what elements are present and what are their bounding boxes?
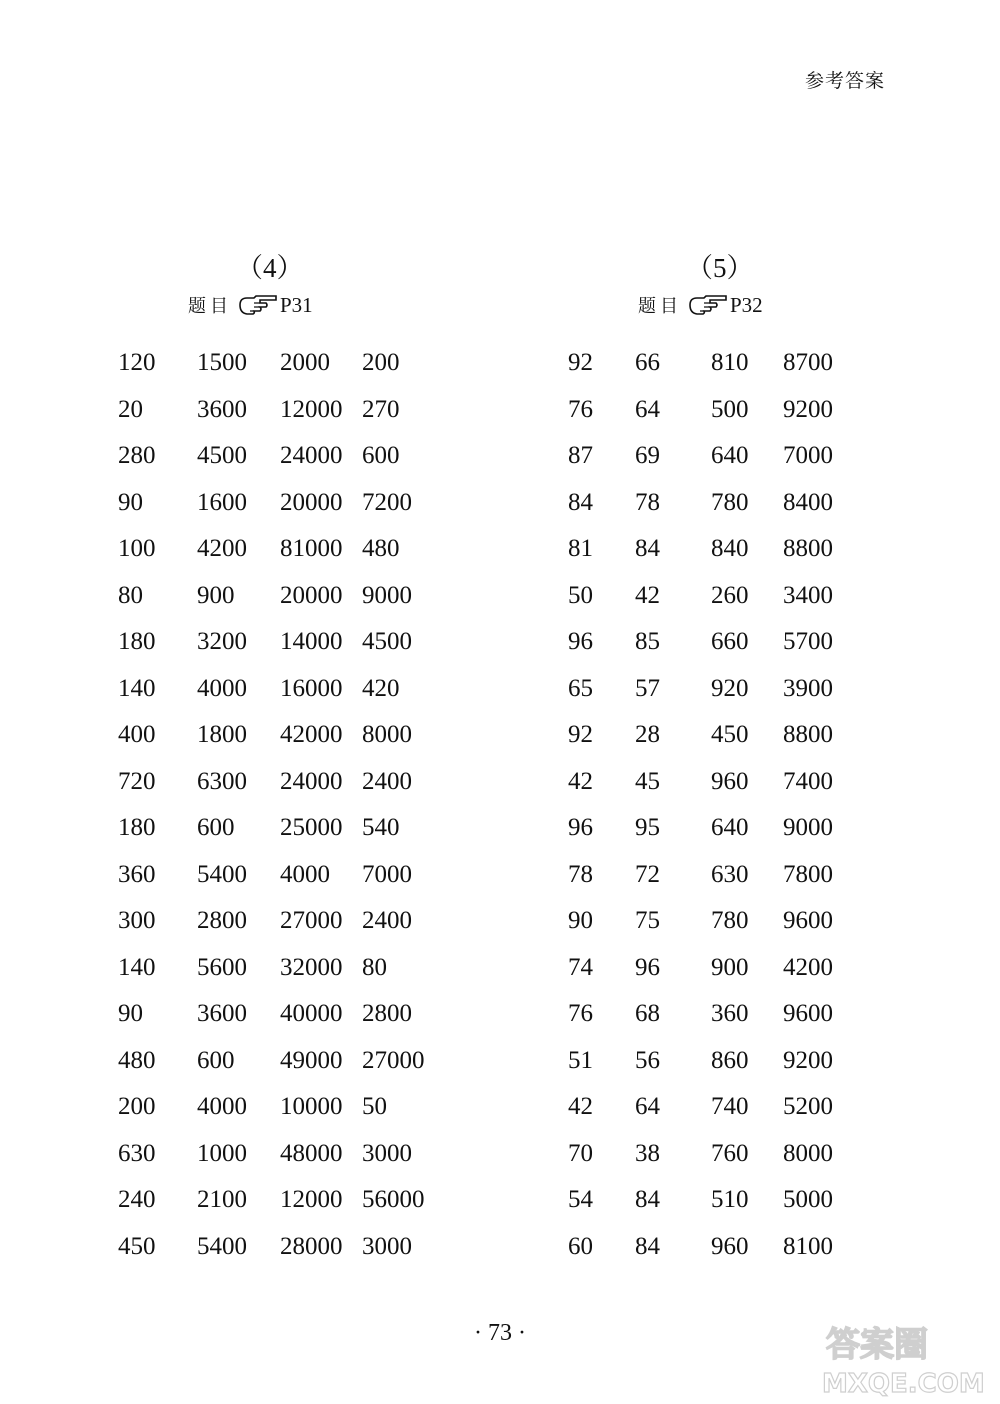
- answer-row: [568, 619, 863, 666]
- answer-row: [568, 1224, 863, 1271]
- answer-cell: 630: [118, 1139, 156, 1167]
- page-number: · 73 ·: [474, 1320, 526, 1346]
- answer-row: [118, 619, 442, 666]
- answer-cell: 84: [635, 1186, 660, 1214]
- answer-cell: 54: [568, 1186, 593, 1214]
- answer-cell: 2000: [280, 349, 330, 377]
- answer-cell: 600: [197, 814, 235, 842]
- answer-cell: 87: [568, 442, 593, 470]
- answer-cell: 14000: [280, 628, 343, 656]
- answer-row: [118, 1224, 442, 1271]
- answer-cell: 8700: [783, 349, 833, 377]
- answer-cell: 140: [118, 953, 156, 981]
- answer-cell: 200: [362, 349, 400, 377]
- answer-cell: 3000: [362, 1232, 412, 1260]
- answer-cell: 450: [711, 721, 749, 749]
- answer-cell: 80: [362, 953, 387, 981]
- answer-cell: 780: [711, 907, 749, 935]
- answer-cell: 72: [635, 860, 660, 888]
- question-page: P32: [730, 292, 763, 317]
- answer-cell: 7000: [783, 442, 833, 470]
- answer-row: [118, 712, 442, 759]
- answer-cell: 720: [118, 767, 156, 795]
- answer-cell: 1500: [197, 349, 247, 377]
- answer-cell: 4000: [197, 674, 247, 702]
- answer-row: [118, 805, 442, 852]
- answer-cell: 2100: [197, 1186, 247, 1214]
- answer-cell: 1600: [197, 488, 247, 516]
- answer-row: [568, 1084, 863, 1131]
- answer-cell: 92: [568, 721, 593, 749]
- answer-cell: 480: [118, 1046, 156, 1074]
- answer-cell: 920: [711, 674, 749, 702]
- question-reference[interactable]: [638, 292, 763, 318]
- section-number: （5）: [686, 253, 754, 283]
- answer-row: [568, 480, 863, 527]
- answer-row: [568, 666, 863, 713]
- answer-cell: 2800: [362, 1000, 412, 1028]
- answer-cell: 900: [711, 953, 749, 981]
- answer-cell: 24000: [280, 442, 343, 470]
- answer-cell: 6300: [197, 767, 247, 795]
- answer-cell: 3600: [197, 395, 247, 423]
- answer-cell: 900: [197, 581, 235, 609]
- answer-cell: 100: [118, 535, 156, 563]
- answer-cell: 45: [635, 767, 660, 795]
- answer-row: [118, 1084, 442, 1131]
- answer-cell: 3400: [783, 581, 833, 609]
- answer-cell: 12000: [280, 1186, 343, 1214]
- answer-row: [568, 1177, 863, 1224]
- answer-cell: 78: [635, 488, 660, 516]
- answer-cell: 84: [635, 1232, 660, 1260]
- answer-cell: 2400: [362, 767, 412, 795]
- answer-row: [568, 1131, 863, 1178]
- answer-cell: 92: [568, 349, 593, 377]
- answer-cell: 42: [568, 1093, 593, 1121]
- question-reference[interactable]: [188, 292, 313, 318]
- answer-cell: 630: [711, 860, 749, 888]
- answer-cell: 9200: [783, 1046, 833, 1074]
- answer-cell: 10000: [280, 1093, 343, 1121]
- answer-cell: 5600: [197, 953, 247, 981]
- answer-cell: 90: [118, 1000, 143, 1028]
- answer-cell: 3000: [362, 1139, 412, 1167]
- answer-cell: 25000: [280, 814, 343, 842]
- answer-row: [118, 480, 442, 527]
- answer-cell: 9000: [783, 814, 833, 842]
- answer-cell: 510: [711, 1186, 749, 1214]
- answer-cell: 56000: [362, 1186, 425, 1214]
- answer-cell: 500: [711, 395, 749, 423]
- answer-cell: 200: [118, 1093, 156, 1121]
- answer-row: [568, 945, 863, 992]
- answer-row: [568, 759, 863, 806]
- answer-cell: 270: [362, 395, 400, 423]
- answer-row: [118, 898, 442, 945]
- answer-cell: 4500: [197, 442, 247, 470]
- answer-cell: 960: [711, 1232, 749, 1260]
- answer-cell: 5400: [197, 1232, 247, 1260]
- pointing-hand-icon: [238, 294, 278, 316]
- answer-cell: 65: [568, 674, 593, 702]
- answer-cell: 60: [568, 1232, 593, 1260]
- answer-row: [118, 991, 442, 1038]
- watermark-logo: [818, 1318, 993, 1398]
- answer-cell: 760: [711, 1139, 749, 1167]
- answer-cell: 80: [118, 581, 143, 609]
- answer-cell: 28000: [280, 1232, 343, 1260]
- svg-text:MXQE.COM: MXQE.COM: [822, 1369, 985, 1398]
- answer-row: [568, 805, 863, 852]
- answer-cell: 4500: [362, 628, 412, 656]
- answer-cell: 540: [362, 814, 400, 842]
- answer-cell: 95: [635, 814, 660, 842]
- answer-cell: 50: [362, 1093, 387, 1121]
- answer-cell: 5000: [783, 1186, 833, 1214]
- section-number: （4）: [236, 253, 304, 283]
- answer-row: [118, 1131, 442, 1178]
- answer-row: [568, 387, 863, 434]
- answer-cell: 860: [711, 1046, 749, 1074]
- answer-cell: 480: [362, 535, 400, 563]
- answer-row: [118, 945, 442, 992]
- answer-cell: 640: [711, 814, 749, 842]
- answer-cell: 8800: [783, 721, 833, 749]
- answer-cell: 75: [635, 907, 660, 935]
- answer-cell: 3600: [197, 1000, 247, 1028]
- answer-cell: 7400: [783, 767, 833, 795]
- answer-table: [568, 340, 863, 1270]
- answer-cell: 96: [635, 953, 660, 981]
- svg-text:答案圈: 答案圈: [826, 1325, 928, 1365]
- answer-row: [568, 712, 863, 759]
- answer-cell: 7200: [362, 488, 412, 516]
- answer-table: [118, 340, 442, 1270]
- answer-cell: 780: [711, 488, 749, 516]
- answer-cell: 4200: [783, 953, 833, 981]
- answer-cell: 76: [568, 1000, 593, 1028]
- answer-cell: 20: [118, 395, 143, 423]
- answer-cell: 7800: [783, 860, 833, 888]
- answer-cell: 81: [568, 535, 593, 563]
- answer-cell: 140: [118, 674, 156, 702]
- answer-cell: 2400: [362, 907, 412, 935]
- answer-cell: 8100: [783, 1232, 833, 1260]
- answer-cell: 57: [635, 674, 660, 702]
- answer-cell: 20000: [280, 488, 343, 516]
- answer-cell: 40000: [280, 1000, 343, 1028]
- answer-cell: 64: [635, 1093, 660, 1121]
- answer-row: [568, 526, 863, 573]
- answer-cell: 8000: [362, 721, 412, 749]
- answer-cell: 600: [362, 442, 400, 470]
- question-label: 题目: [638, 296, 682, 317]
- answer-cell: 84: [635, 535, 660, 563]
- answer-row: [118, 666, 442, 713]
- answer-cell: 1000: [197, 1139, 247, 1167]
- answer-cell: 420: [362, 674, 400, 702]
- question-label: 题目: [188, 296, 232, 317]
- answer-cell: 38: [635, 1139, 660, 1167]
- answer-cell: 50: [568, 581, 593, 609]
- answer-cell: 240: [118, 1186, 156, 1214]
- answer-cell: 96: [568, 814, 593, 842]
- answer-row: [118, 526, 442, 573]
- answer-cell: 96: [568, 628, 593, 656]
- answer-cell: 960: [711, 767, 749, 795]
- answer-cell: 5200: [783, 1093, 833, 1121]
- answer-cell: 9200: [783, 395, 833, 423]
- answer-row: [568, 852, 863, 899]
- answer-cell: 48000: [280, 1139, 343, 1167]
- answer-row: [118, 1038, 442, 1085]
- answer-cell: 2800: [197, 907, 247, 935]
- answer-cell: 280: [118, 442, 156, 470]
- answer-cell: 5400: [197, 860, 247, 888]
- answer-cell: 56: [635, 1046, 660, 1074]
- answer-cell: 120: [118, 349, 156, 377]
- answer-cell: 3200: [197, 628, 247, 656]
- answer-cell: 4200: [197, 535, 247, 563]
- answer-row: [118, 852, 442, 899]
- answer-cell: 4000: [197, 1093, 247, 1121]
- answer-cell: 27000: [280, 907, 343, 935]
- answer-cell: 68: [635, 1000, 660, 1028]
- answer-cell: 450: [118, 1232, 156, 1260]
- answer-cell: 85: [635, 628, 660, 656]
- answer-cell: 42: [635, 581, 660, 609]
- answer-row: [118, 759, 442, 806]
- answer-row: [568, 898, 863, 945]
- answer-row: [118, 433, 442, 480]
- answer-cell: 360: [118, 860, 156, 888]
- answer-cell: 24000: [280, 767, 343, 795]
- header-title: 参考答案: [805, 70, 886, 92]
- answer-cell: 660: [711, 628, 749, 656]
- answer-cell: 3900: [783, 674, 833, 702]
- answer-row: [118, 1177, 442, 1224]
- answer-row: [118, 573, 442, 620]
- answer-cell: 810: [711, 349, 749, 377]
- answer-row: [568, 1038, 863, 1085]
- answer-cell: 16000: [280, 674, 343, 702]
- answer-cell: 81000: [280, 535, 343, 563]
- answer-cell: 4000: [280, 860, 330, 888]
- answer-cell: 8000: [783, 1139, 833, 1167]
- answer-cell: 740: [711, 1093, 749, 1121]
- answer-cell: 74: [568, 953, 593, 981]
- answer-cell: 49000: [280, 1046, 343, 1074]
- answer-cell: 9600: [783, 1000, 833, 1028]
- pointing-hand-icon: [688, 294, 728, 316]
- answer-cell: 640: [711, 442, 749, 470]
- answer-cell: 9600: [783, 907, 833, 935]
- answer-row: [118, 387, 442, 434]
- answer-row: [568, 991, 863, 1038]
- answer-cell: 180: [118, 628, 156, 656]
- answer-cell: 69: [635, 442, 660, 470]
- answer-row: [568, 433, 863, 480]
- answer-row: [568, 340, 863, 387]
- answer-cell: 84: [568, 488, 593, 516]
- answer-cell: 840: [711, 535, 749, 563]
- answer-cell: 64: [635, 395, 660, 423]
- answer-cell: 27000: [362, 1046, 425, 1074]
- answer-cell: 400: [118, 721, 156, 749]
- answer-cell: 12000: [280, 395, 343, 423]
- answer-row: [568, 573, 863, 620]
- answer-cell: 20000: [280, 581, 343, 609]
- answer-cell: 42: [568, 767, 593, 795]
- answer-cell: 600: [197, 1046, 235, 1074]
- answer-cell: 260: [711, 581, 749, 609]
- answer-cell: 76: [568, 395, 593, 423]
- answer-cell: 90: [118, 488, 143, 516]
- answer-cell: 8800: [783, 535, 833, 563]
- answer-cell: 7000: [362, 860, 412, 888]
- answer-cell: 78: [568, 860, 593, 888]
- answer-cell: 360: [711, 1000, 749, 1028]
- answer-cell: 8400: [783, 488, 833, 516]
- question-page: P31: [280, 292, 313, 317]
- answer-cell: 42000: [280, 721, 343, 749]
- answer-cell: 70: [568, 1139, 593, 1167]
- answer-cell: 180: [118, 814, 156, 842]
- answer-cell: 66: [635, 349, 660, 377]
- answer-cell: 9000: [362, 581, 412, 609]
- answer-cell: 90: [568, 907, 593, 935]
- answer-cell: 1800: [197, 721, 247, 749]
- answer-row: [118, 340, 442, 387]
- answer-cell: 5700: [783, 628, 833, 656]
- answer-cell: 32000: [280, 953, 343, 981]
- answer-cell: 51: [568, 1046, 593, 1074]
- answer-cell: 300: [118, 907, 156, 935]
- answer-cell: 28: [635, 721, 660, 749]
